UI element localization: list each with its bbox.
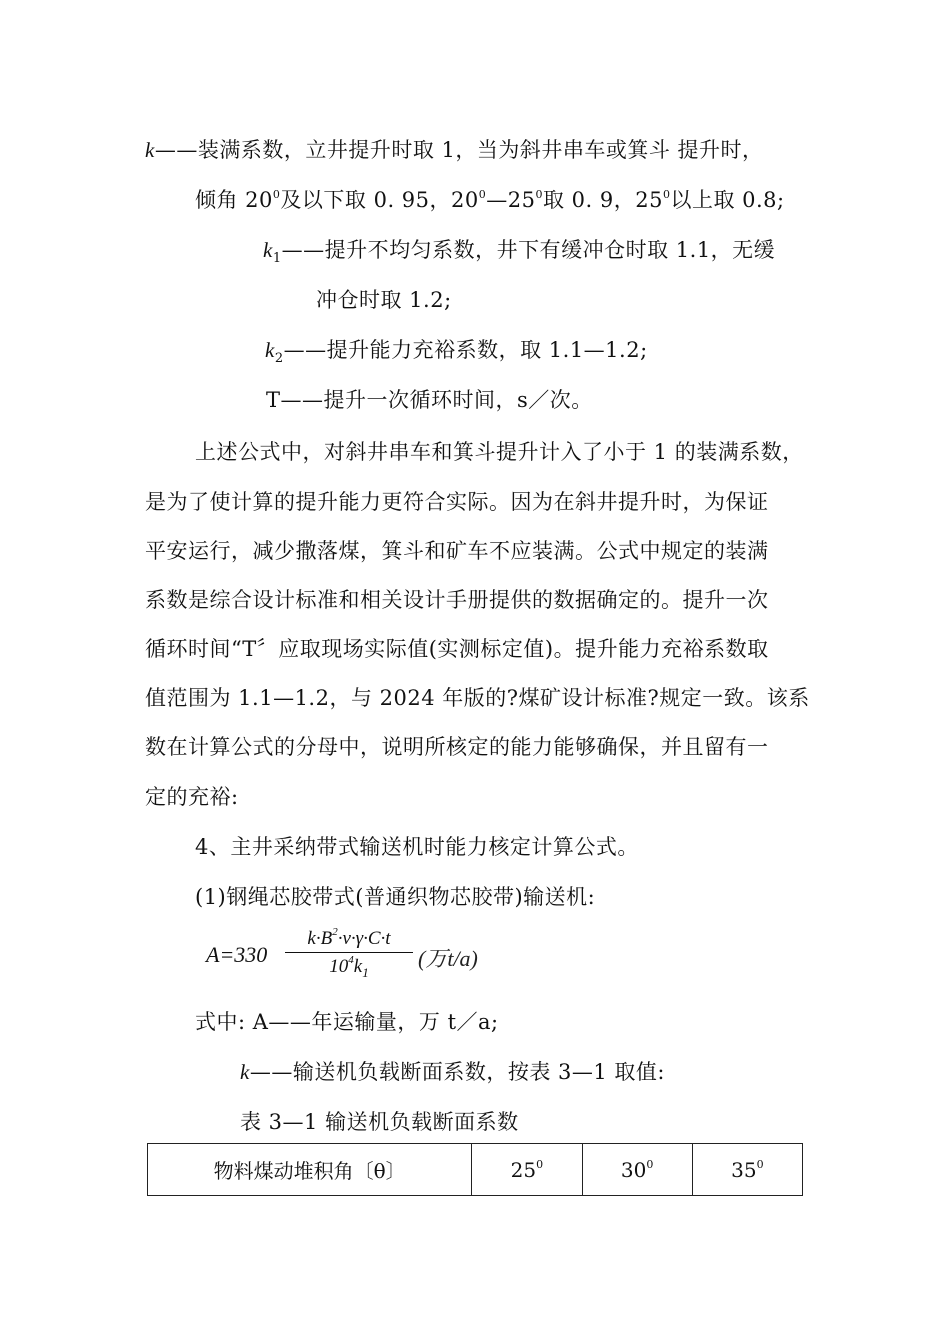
symbol-k2-sub: 2	[274, 351, 284, 366]
def-k-cont-b: 及以下取 0. 95，20	[280, 188, 479, 212]
numerator-sup: 2	[332, 926, 338, 938]
degree-sup: 0	[646, 1157, 654, 1171]
numerator-part: k·B	[307, 928, 333, 949]
degree-sup: 0	[662, 188, 671, 201]
symbol-k1: k	[263, 238, 273, 262]
fraction-bar	[285, 952, 413, 953]
paragraph-line: 循环时间“T〞应取现场实际值(实测标定值)。提升能力充裕系数取	[145, 637, 769, 661]
paragraph-line: 平安运行，减少撒落煤，箕斗和矿车不应装满。公式中规定的装满	[145, 539, 769, 563]
def-k1-cont-text: 冲仓时取 1.2;	[316, 288, 452, 312]
table-cell-angle	[582, 1144, 692, 1196]
def-k1-text: ——提升不均匀系数，井下有缓冲仓时取 1.1，无缓	[281, 238, 776, 262]
def-k-line	[145, 136, 764, 164]
degree-sup: 0	[478, 188, 487, 201]
table-cell-angle	[692, 1144, 802, 1196]
degree-sup: 0	[535, 188, 543, 201]
def-k1-line	[263, 236, 775, 264]
subsection-heading: (1)钢绳芯胶带式(普通织物芯胶带)输送机:	[195, 885, 596, 909]
def-k-cont-a: 倾角 20	[195, 188, 273, 212]
formula-lhs: A=330	[206, 942, 268, 967]
denominator-part: k	[353, 956, 363, 977]
section-heading: 4、主井采纳带式输送机时能力核定计算公式。	[195, 835, 639, 859]
def-k2-line	[265, 336, 648, 364]
denominator-part: 10	[329, 956, 349, 977]
paragraph-line: 是为了使计算的提升能力更符合实际。因为在斜井提升时，为保证	[145, 490, 769, 514]
table-caption: 表 3—1 输送机负载断面系数	[240, 1110, 519, 1134]
formula-fraction	[285, 928, 413, 978]
denominator-sub: 1	[362, 965, 369, 980]
def-k-cont-e: 以上取 0.8;	[670, 188, 785, 212]
coefficient-table	[147, 1143, 803, 1196]
formula-unit: (万t/a)	[418, 946, 478, 971]
formula-numerator	[285, 928, 413, 950]
symbol-k: k	[145, 138, 155, 162]
degree-sup: 0	[272, 188, 281, 201]
symbol-k1-sub: 1	[272, 251, 282, 266]
angle-value: 25	[510, 1157, 537, 1182]
def-k-text: ——装满系数，立井提升时取 1，当为斜井串车或箕斗 提升时，	[154, 138, 764, 162]
def-k-continuation	[195, 186, 785, 214]
formula-denominator	[285, 956, 413, 978]
numerator-part: ·v·γ·C·t	[337, 928, 391, 949]
def-k2-text: ——提升能力充裕系数，取 1.1—1.2;	[283, 338, 648, 362]
table-row-label: 物料煤动堆积角〔θ〕	[148, 1144, 472, 1196]
def-k-cont-c: —25	[486, 188, 536, 212]
paragraph-line: 定的充裕:	[145, 785, 239, 809]
symbol-k-belt: k	[240, 1060, 250, 1084]
def-k1-continuation	[316, 286, 452, 314]
def-k-cont-d: 取 0. 9，25	[542, 188, 663, 212]
paragraph-line: 值范围为 1.1—1.2，与 2024 年版的?煤矿设计标准?规定一致。该系	[145, 686, 810, 710]
degree-sup: 0	[756, 1157, 764, 1171]
denominator-sup: 4	[348, 954, 354, 966]
paragraph-line: 数在计算公式的分母中，说明所核定的能力能够确保，并且留有一	[145, 735, 769, 759]
def-k-belt-line	[240, 1058, 665, 1086]
paragraph-line: 上述公式中，对斜井串车和箕斗提升计入了小于 1 的装满系数，	[195, 440, 804, 464]
symbol-k2: k	[265, 338, 275, 362]
def-t-line: T——提升一次循环时间，s／次。	[266, 388, 593, 412]
angle-value: 35	[731, 1157, 757, 1182]
degree-sup: 0	[536, 1157, 544, 1171]
table-row	[148, 1144, 803, 1196]
table-cell-angle	[472, 1144, 582, 1196]
angle-value: 30	[620, 1157, 647, 1182]
def-a-line: 式中: A——年运输量，万 t／a;	[195, 1010, 499, 1034]
paragraph-line: 系数是综合设计标准和相关设计手册提供的数据确定的。提升一次	[145, 588, 769, 612]
def-k-belt-text: ——输送机负载断面系数，按表 3—1 取值:	[249, 1060, 665, 1084]
